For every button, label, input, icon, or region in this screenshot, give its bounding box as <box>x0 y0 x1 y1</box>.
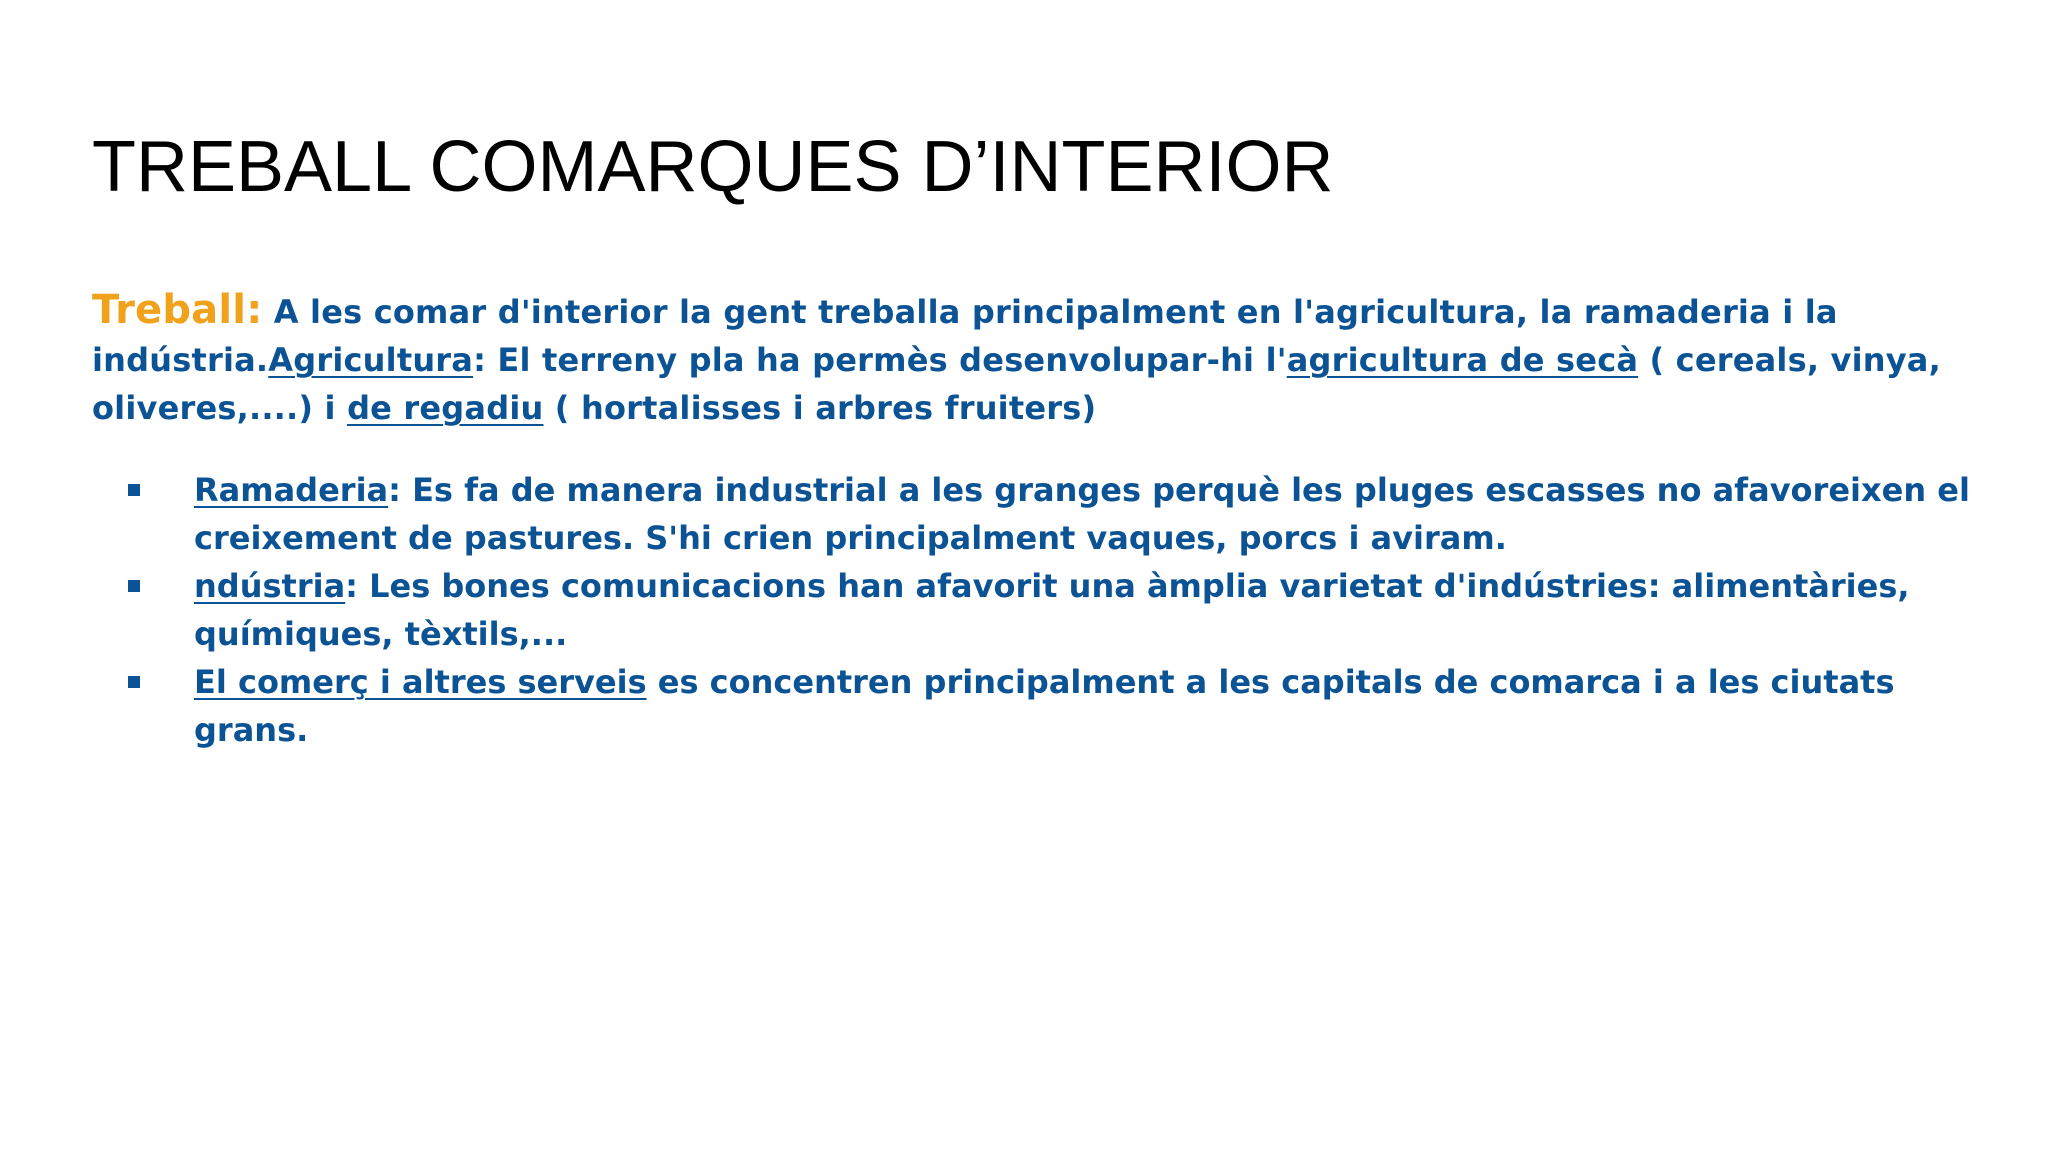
bullet-text: : Les bones comunicacions han afavorit una àmplia varietat d'indústries: alimentàries, químiques, tèxtils,... <box>194 567 1910 653</box>
square-bullet-icon <box>128 580 140 592</box>
intro-text-3: ( cereals, vinya, oliveres,....) i <box>92 341 1941 427</box>
bullet-label: ndústria <box>194 567 346 605</box>
intro-text-4: ( hortalisses i arbres fruiters) <box>543 389 1097 427</box>
square-bullet-icon <box>128 484 140 496</box>
intro-text-1: A les comar d'interior la gent treballa principalment en l'agricultura, la ramaderia i la indústria. <box>92 293 1838 379</box>
bullet-label: Ramaderia <box>194 471 389 509</box>
intro-text-2: : El terreny pla ha permès desenvolupar-hi l' <box>473 341 1287 379</box>
bullet-text: : Es fa de manera industrial a les granges perquè les pluges escasses no afavoreixen el creixement de pastures. S'hi crien principalment vaques, porcs i aviram. <box>194 471 1970 557</box>
bullet-list <box>92 466 1992 754</box>
agricultura-label: Agricultura <box>268 341 474 379</box>
bullet-item-ramaderia <box>92 466 1992 562</box>
regadiu-label: de regadiu <box>347 389 544 427</box>
intro-lead: Treball: <box>92 287 263 333</box>
agricultura-seca-label: agricultura de secà <box>1286 341 1639 379</box>
bullet-label: El comerç i altres serveis <box>194 663 647 701</box>
intro-paragraph <box>92 286 1992 432</box>
bullet-item-industria <box>92 562 1992 658</box>
bullet-item-comerc <box>92 658 1992 754</box>
slide-body <box>92 286 1992 754</box>
square-bullet-icon <box>128 676 140 688</box>
bullet-text: es concentren principalment a les capitals de comarca i a les ciutats grans. <box>194 663 1895 749</box>
slide-title: TREBALL COMARQUES D’INTERIOR <box>92 127 1334 207</box>
